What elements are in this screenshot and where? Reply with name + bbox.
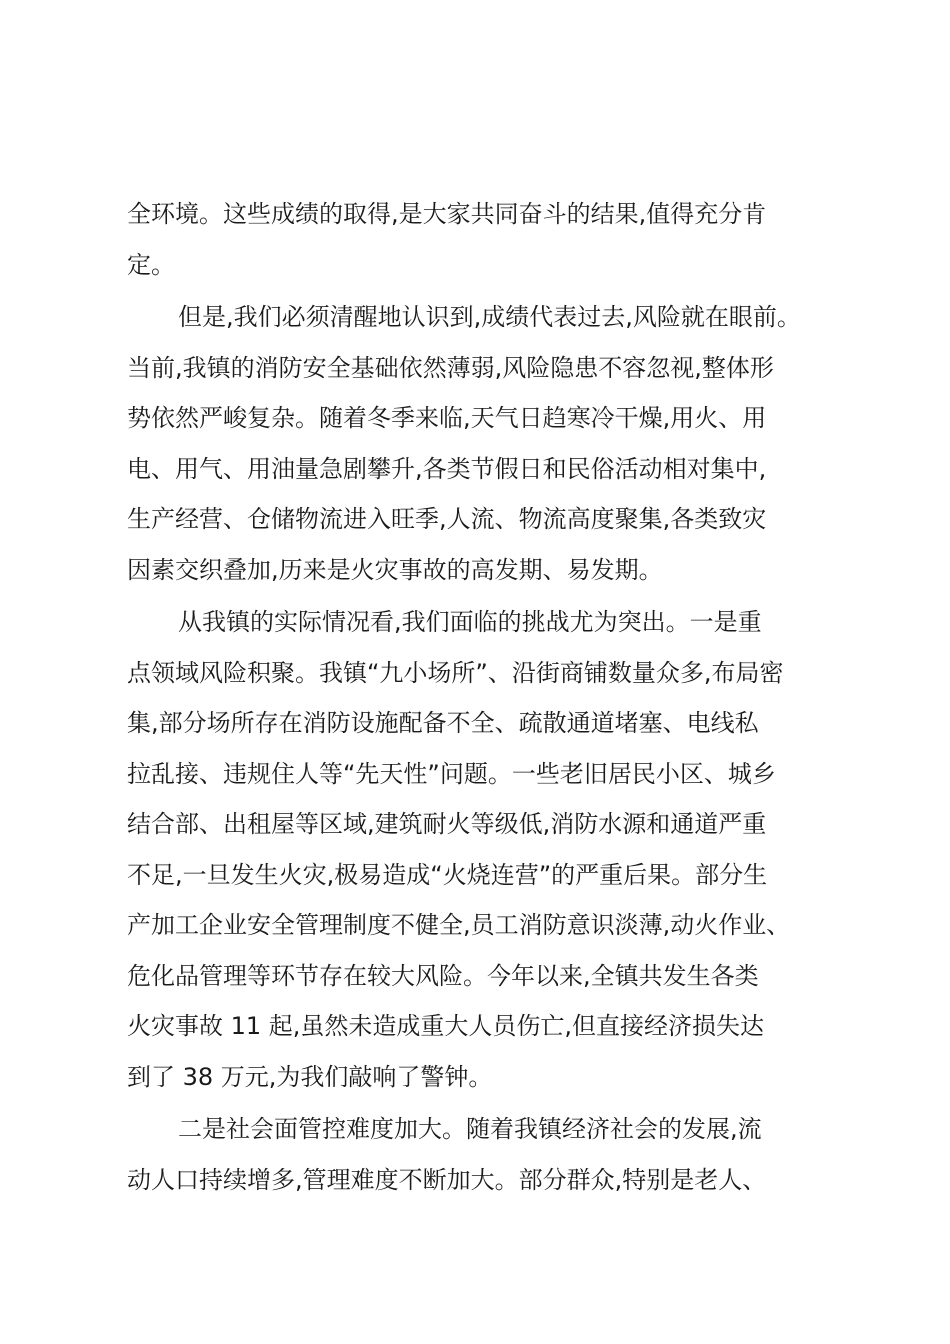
text-line: 全环境。这些成绩的取得,是大家共同奋斗的结果,值得充分肯 — [127, 200, 767, 228]
text-line: 不足,一旦发生火灾,极易造成“火烧连营”的严重后果。部分生 — [127, 860, 768, 889]
text-line: 危化品管理等环节存在较大风险。今年以来,全镇共发生各类 — [127, 961, 759, 990]
document-body — [127, 194, 827, 1210]
text-line: 势依然严峻复杂。随着冬季来临,天气日趋寒冷干燥,用火、用 — [127, 404, 767, 432]
text-line: 拉乱接、违规住人等“先天性”问题。一些老旧居民小区、城乡 — [127, 759, 776, 788]
text-line: 但是,我们必须清醒地认识到,成绩代表过去,风险就在眼前。 — [178, 303, 801, 331]
text-line: 动人口持续增多,管理难度不断加大。部分群众,特别是老人、 — [127, 1165, 767, 1194]
text-line: 定。 — [127, 250, 175, 279]
text-line: 二是社会面管控难度加大。随着我镇经济社会的发展,流 — [178, 1115, 762, 1143]
text-line: 到了 38 万元,为我们敲响了警钟。 — [127, 1062, 493, 1091]
paragraph-2 — [127, 297, 827, 600]
paragraph-4 — [127, 1109, 827, 1210]
text-line: 当前,我镇的消防安全基础依然薄弱,风险隐患不容忽视,整体形 — [127, 353, 774, 382]
paragraph-3 — [127, 602, 827, 1107]
text-line: 从我镇的实际情况看,我们面临的挑战尤为突出。一是重 — [178, 608, 762, 636]
paragraph-1 — [127, 194, 827, 295]
text-line: 产加工企业安全管理制度不健全,员工消防意识淡薄,动火作业、 — [127, 911, 791, 939]
text-line: 生产经营、仓储物流进入旺季,人流、物流高度聚集,各类致灾 — [127, 505, 767, 533]
text-line: 因素交织叠加,历来是火灾事故的高发期、易发期。 — [127, 555, 663, 584]
text-line: 电、用气、用油量急剧攀升,各类节假日和民俗活动相对集中, — [127, 454, 767, 483]
text-line: 点领域风险积聚。我镇“九小场所”、沿街商铺数量众多,布局密 — [127, 658, 784, 687]
text-line: 集,部分场所存在消防设施配备不全、疏散通道堵塞、电线私 — [127, 709, 759, 737]
text-line: 结合部、出租屋等区域,建筑耐火等级低,消防水源和通道严重 — [127, 810, 767, 838]
text-line: 火灾事故 11 起,虽然未造成重大人员伤亡,但直接经济损失达 — [127, 1012, 765, 1040]
